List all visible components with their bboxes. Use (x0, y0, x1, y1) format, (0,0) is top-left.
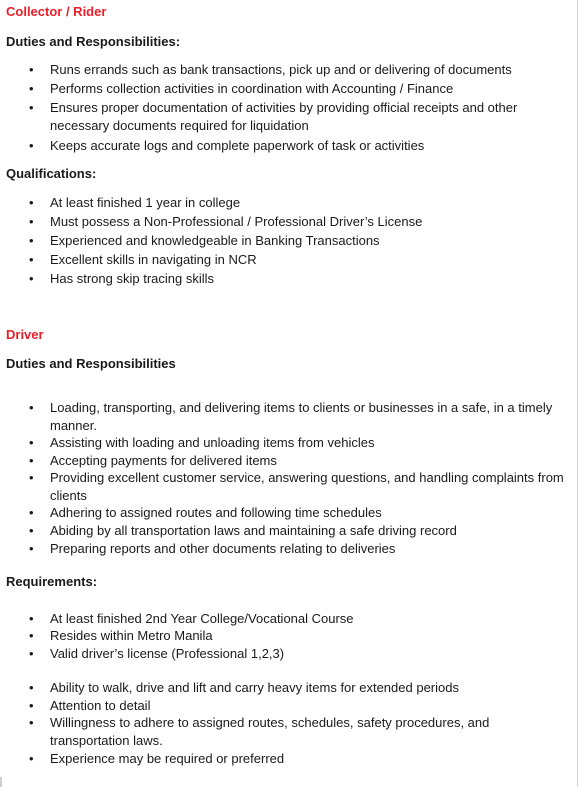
page-corner-mark (0, 777, 2, 787)
list-item: • Resides within Metro Manila (50, 627, 570, 645)
driver-duties-heading: Duties and Responsibilities (6, 356, 176, 371)
list-item: • Ensures proper documentation of activities by providing official receipts and other necessary documents required for liquidation (50, 99, 570, 135)
list-item: • Providing excellent customer service, answering questions, and handling complaints from clients (50, 469, 570, 505)
list-item: • Must possess a Non-Professional / Professional Driver’s License (50, 213, 570, 231)
list-item: • Excellent skills in navigating in NCR (50, 251, 570, 269)
collector-duties-heading: Duties and Responsibilities: (6, 34, 181, 49)
list-item: • Attention to detail (50, 697, 570, 715)
list-item: • Experience may be required or preferred (50, 750, 570, 768)
qualifications-heading: Qualifications: (6, 166, 97, 181)
list-item: • Performs collection activities in coordination with Accounting / Finance (50, 80, 570, 98)
list-item: • Adhering to assigned routes and following time schedules (50, 504, 570, 522)
list-item: • Willingness to adhere to assigned routes, schedules, safety procedures, and transportation laws. (50, 714, 570, 750)
list-item: • Preparing reports and other documents relating to deliveries (50, 540, 570, 558)
page-edge-line (577, 0, 578, 787)
list-item: • At least finished 1 year in college (50, 194, 570, 212)
list-item: • Experienced and knowledgeable in Banking Transactions (50, 232, 570, 250)
requirements-heading: Requirements: (6, 574, 98, 589)
list-item: • At least finished 2nd Year College/Vocational Course (50, 610, 570, 628)
list-item: • Accepting payments for delivered items (50, 452, 570, 470)
list-item: • Loading, transporting, and delivering items to clients or businesses in a safe, in a timely manner. (50, 399, 570, 435)
driver-title: Driver (6, 327, 44, 342)
list-item: • Runs errands such as bank transactions, pick up and or delivering of documents (50, 61, 570, 79)
list-item: • Abiding by all transportation laws and maintaining a safe driving record (50, 522, 570, 540)
list-item: • Valid driver’s license (Professional 1,2,3) (50, 645, 570, 663)
list-item: • Assisting with loading and unloading items from vehicles (50, 434, 570, 452)
list-item: • Ability to walk, drive and lift and carry heavy items for extended periods (50, 679, 570, 697)
list-item: • Has strong skip tracing skills (50, 270, 570, 288)
list-item: • Keeps accurate logs and complete paperwork of task or activities (50, 137, 570, 155)
collector-title: Collector / Rider (6, 4, 107, 19)
